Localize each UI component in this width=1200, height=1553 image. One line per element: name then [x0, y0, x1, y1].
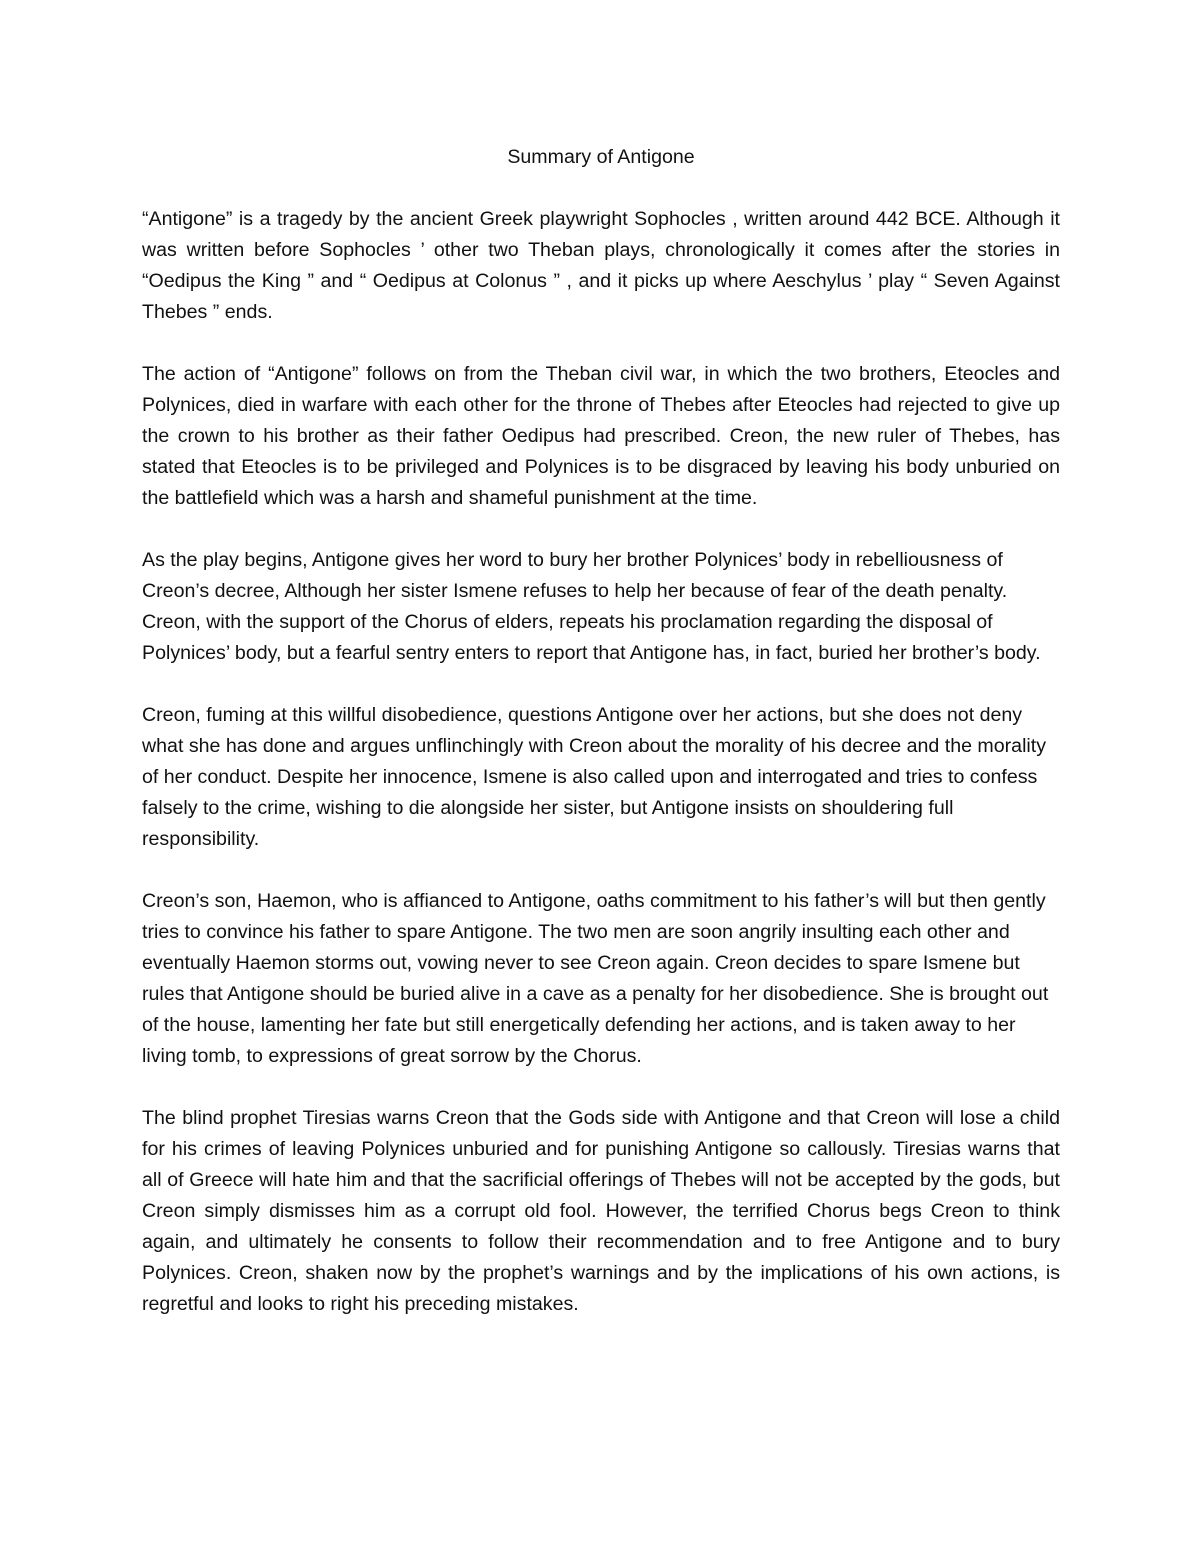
paragraph-theban-civil-war: The action of “Antigone” follows on from the Theban civil war, in which the two brothers, Eteocles and Polynices, died in warfare with each other for the throne of Thebes after Eteocles had rejected to give up the crown to his brother as their father Oedipus had prescribed. Creon, the new ruler of Thebes, has stated that Eteocles is to be privileged and Polynices is to be disgraced by leaving his body unburied on the battlefield which was a harsh and shameful punishment at the time. — [142, 363, 1060, 509]
paragraph-haemon: Creon’s son, Haemon, who is affianced to Antigone, oaths commitment to his father’s will but then gently tries to convince his father to spare Antigone. The two men are soon angrily insulting each other and eventually Haemon storms out, vowing never to see Creon again. Creon decides to spare Ismene but rules that Antigone should be buried alive in a cave as a penalty for her disobedience. She is brought out of the house, lamenting her fate but still energetically defending her actions, and is taken away to her living tomb, to expressions of great sorrow by the Chorus. — [142, 890, 1049, 1067]
paragraph-creon-questions: Creon, fuming at this willful disobedience, questions Antigone over her actions, but she does not deny what she has done and argues unflinchingly with Creon about the morality of his decree and the morality of her conduct. Despite her innocence, Ismene is also called upon and interrogated and tries to confess falsely to the crime, wishing to die alongside her sister, but Antigone insists on shouldering full responsibility. — [142, 704, 1047, 850]
document-title: Summary of Antigone — [507, 146, 695, 168]
document-body — [142, 142, 1060, 1351]
paragraph-intro: “Antigone” is a tragedy by the ancient Greek playwright Sophocles , written around 442 BCE. Although it was written before Sophocles ’ other two Theban plays, chronologically it comes after the stories in “Oedipus the King ” and “ Oedipus at Colonus ” , and it picks up where Aeschylus ’ play “ Seven Against Thebes ” ends. — [142, 208, 1060, 323]
paragraph-play-begins: As the play begins, Antigone gives her word to bury her brother Polynices’ body in rebelliousness of Creon’s decree, Although her sister Ismene refuses to help her because of fear of the death penalty. Creon, with the support of the Chorus of elders, repeats his proclamation regarding the disposal of Polynices’ body, but a fearful sentry enters to report that Antigone has, in fact, buried her brother’s body. — [142, 549, 1041, 664]
paragraph-tiresias: The blind prophet Tiresias warns Creon that the Gods side with Antigone and that Creon will lose a child for his crimes of leaving Polynices unburied and for punishing Antigone so callously. Tiresias warns that all of Greece will hate him and that the sacrificial offerings of Thebes will not be accepted by the gods, but Creon simply dismisses him as a corrupt old fool. However, the terrified Chorus begs Creon to think again, and ultimately he consents to follow their recommendation and to free Antigone and to bury Polynices. Creon, shaken now by the prophet’s warnings and by the implications of his own actions, is regretful and looks to right his preceding mistakes. — [142, 1107, 1060, 1315]
